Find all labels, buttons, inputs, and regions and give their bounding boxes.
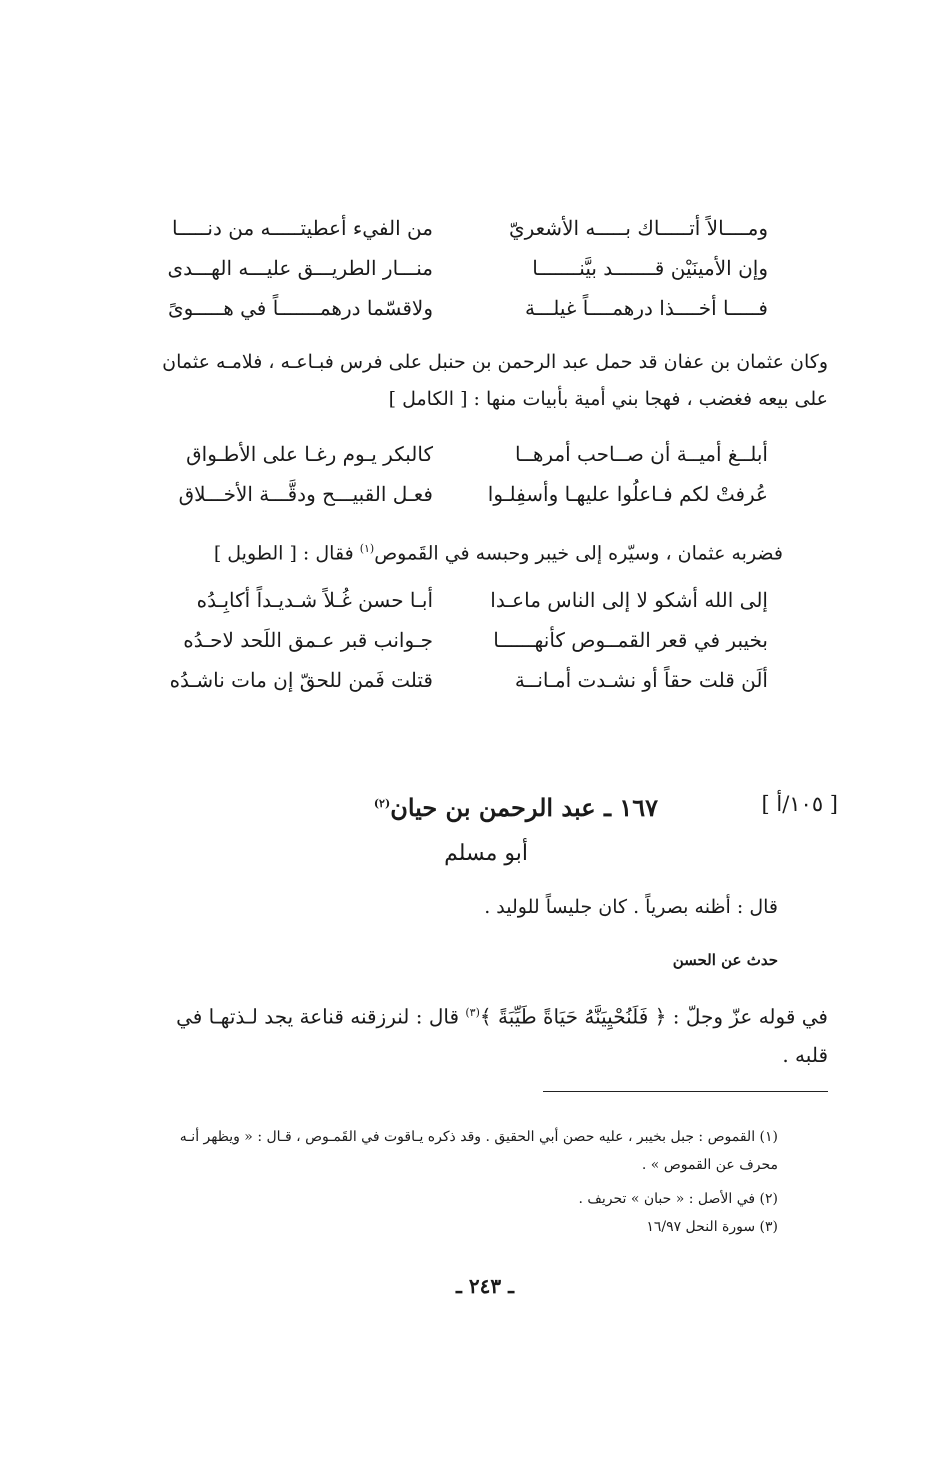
footnote-marker: (٢) (373, 797, 391, 810)
entry-title-text: ١٦٧ ـ عبد الرحمن بن حيان (390, 793, 658, 822)
verse-hemistich-second: كالبكر يـوم رغـا على الأطـواق (186, 442, 433, 466)
verse-hemistich-first: بخيبر في قعر القمــوص كأنهــــــا (493, 628, 768, 652)
verse-line (0, 288, 938, 328)
verse-line (0, 208, 938, 248)
paragraph-text: فقال : [ الطويل ] (213, 542, 360, 565)
narration-heading: حدث عن الحسن (672, 951, 778, 969)
verse-hemistich-first: عُرفتْ لكم فـاعلُوا عليهـا وأسفِلـوا (487, 482, 768, 506)
verse-line (0, 620, 938, 660)
verse-hemistich-second: ولاقسّما درهمـــــــاً في هـــــوىً (167, 296, 433, 320)
folio-reference: [ ١٠٥/أ ] (761, 792, 838, 816)
page-number: ـ ٢٤٣ ـ (456, 1274, 514, 1298)
footnote-marker: (١) (359, 542, 375, 555)
paragraph-text: فضربه عثمان ، وسيّره إلى خيبر وحبسه في القَموص (374, 542, 783, 565)
footnote-line: (١) القموص : جبل بخيبر ، عليه حصن أبي الحقيق . وقد ذكره يـاقوت في القَمـوص ، قـال : « ويظهر أنـه (179, 1129, 778, 1145)
verse-line (0, 434, 938, 474)
paragraph-text: قال : لنرزقنه قناعة يجد لـذتهـا في (176, 1004, 466, 1029)
verse-hemistich-second: من الفيء أعطيتـــــه من دنـــــا (172, 216, 433, 240)
verse-hemistich-first: ألَن قلت حقاً أو نشـدت أمـانــة (514, 668, 768, 692)
footnote-line: (٣) سورة النحل ١٦/٩٧ (646, 1219, 778, 1235)
verse-hemistich-first: أبلــغ أميــة أن صــاحب أمرهــا (515, 442, 768, 466)
verse-hemistich-second: منـــار الطريـــق عليـــه الهـــدى (167, 256, 433, 280)
verse-hemistich-first: إلى الله أشكو لا إلى الناس ماعـدا (490, 588, 768, 612)
paragraph-line: على بيعه فغضب ، فهجا بني أمية بأبيات منها : [ الكامل ] (388, 388, 828, 410)
paragraph-line: قلبه . (782, 1043, 828, 1067)
verse-hemistich-second: أبـا حسن غُـلاً شـديـداً أكابِـدُه (196, 588, 433, 612)
paragraph-text: في قوله عزّ وجلّ : ﴿ فَلَنُحْيِيَنَّهُ حَيَاةً طَيِّبَةً ﴾ (479, 1004, 828, 1029)
entry-heading (318, 782, 838, 826)
footnote-marker: (٣) (465, 1006, 480, 1019)
verse-hemistich-first: فـــــا أخــــذا درهمــــاً غيلـــة (524, 296, 768, 320)
entry-title (374, 782, 658, 830)
verse-hemistich-first: ومــــالاً أتـــــاك بـــــه الأشعريّ (508, 216, 768, 240)
footnote-line: (٢) في الأصل : « حبان » تحريف . (578, 1191, 778, 1207)
entry-kunya: أبو مسلم (444, 841, 528, 866)
verse-hemistich-second: فعـل القبيـــح ودقَّـــة الأخـــلاق (178, 482, 433, 506)
verse-line (0, 660, 938, 700)
verse-hemistich-second: جـوانب قبر عـمق اللَحد لاحـدُه (183, 628, 433, 652)
paragraph-line (108, 994, 828, 1036)
paragraph-line: قال : أظنه بصرياً . كان جليساً للوليد . (484, 896, 778, 918)
verse-hemistich-first: وإن الأمينَيْن قـــــــد بيَّنـــــــا (532, 256, 768, 280)
paragraph-line: وكان عثمان بن عفان قد حمل عبد الرحمن بن حنبل على فرس فبـاعـه ، فلامـه عثمان (162, 351, 828, 373)
paragraph-line (143, 530, 783, 572)
verse-line (0, 248, 938, 288)
verse-line (0, 474, 938, 514)
footnote-line: محرف عن القموص » . (641, 1157, 778, 1173)
footnote-separator (543, 1091, 828, 1092)
verse-hemistich-second: قتلت فَمن للحقّ إن مات ناشـدُه (169, 668, 433, 692)
verse-line (0, 580, 938, 620)
